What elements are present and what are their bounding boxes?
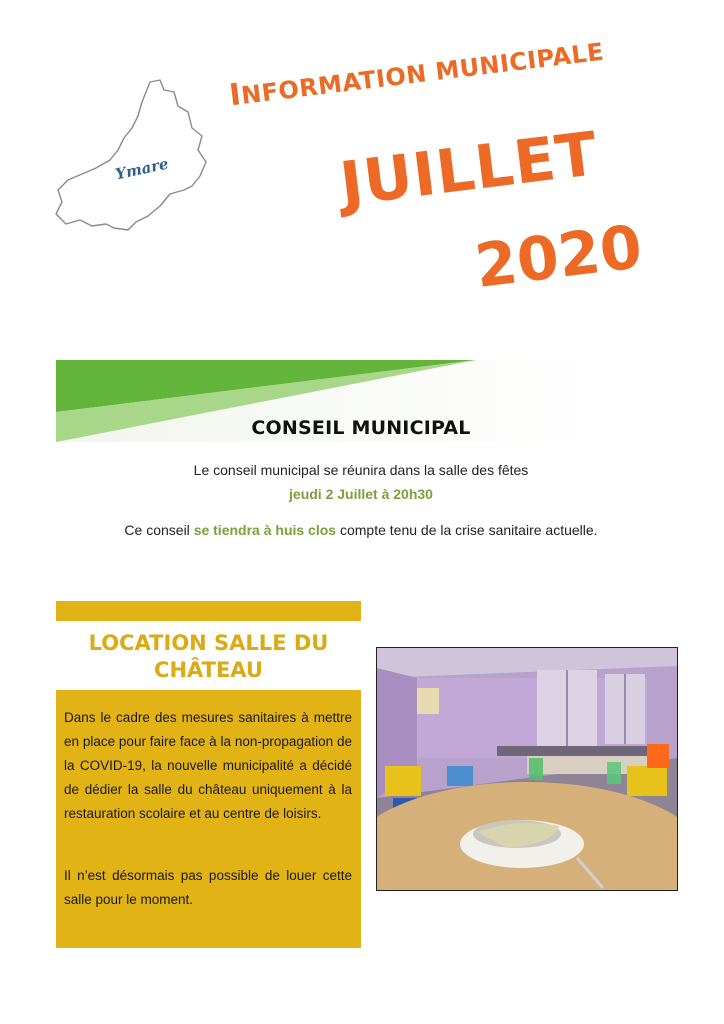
- section-title-location: [56, 630, 361, 684]
- location-paragraph: Il n’est désormais pas possible de louer cette salle pour le moment.: [64, 868, 352, 907]
- logo-text: Ymare: [113, 154, 171, 184]
- location-paragraph: Dans le cadre des mesures sanitaires à mettre en place pour faire face à la non-propagation de la COVID-19, la nouvelle municipalité a décidé de dédier la salle du château uniquement à la restauration scolaire et au centre de loisirs.: [64, 710, 352, 821]
- conseil-note-highlight: se tiendra à huis clos: [193, 522, 337, 538]
- conseil-note: [56, 522, 666, 538]
- section-divider: [56, 601, 361, 621]
- conseil-note-end: compte tenu de la crise sanitaire actuelle.: [336, 522, 598, 538]
- page-title: [227, 25, 672, 148]
- dining-room-photo: [376, 647, 678, 891]
- title-initial: I: [227, 77, 244, 114]
- conseil-text: Le conseil municipal se réunira dans la salle des fêtes: [193, 462, 529, 478]
- month-title: JUILLET: [336, 118, 602, 220]
- section-title-conseil: CONSEIL MUNICIPAL: [251, 417, 471, 439]
- commune-map-outline-icon: [52, 78, 212, 238]
- title-rest: NFORMATION MUNICIPALE: [239, 37, 606, 110]
- year-title: 2020: [471, 212, 646, 302]
- conseil-date: jeudi 2 Juillet à 20h30: [289, 486, 433, 502]
- location-title-line2: CHÂTEAU: [154, 658, 263, 682]
- conseil-note-start: Ce conseil: [124, 522, 194, 538]
- location-title-line1: LOCATION SALLE DU: [88, 631, 329, 655]
